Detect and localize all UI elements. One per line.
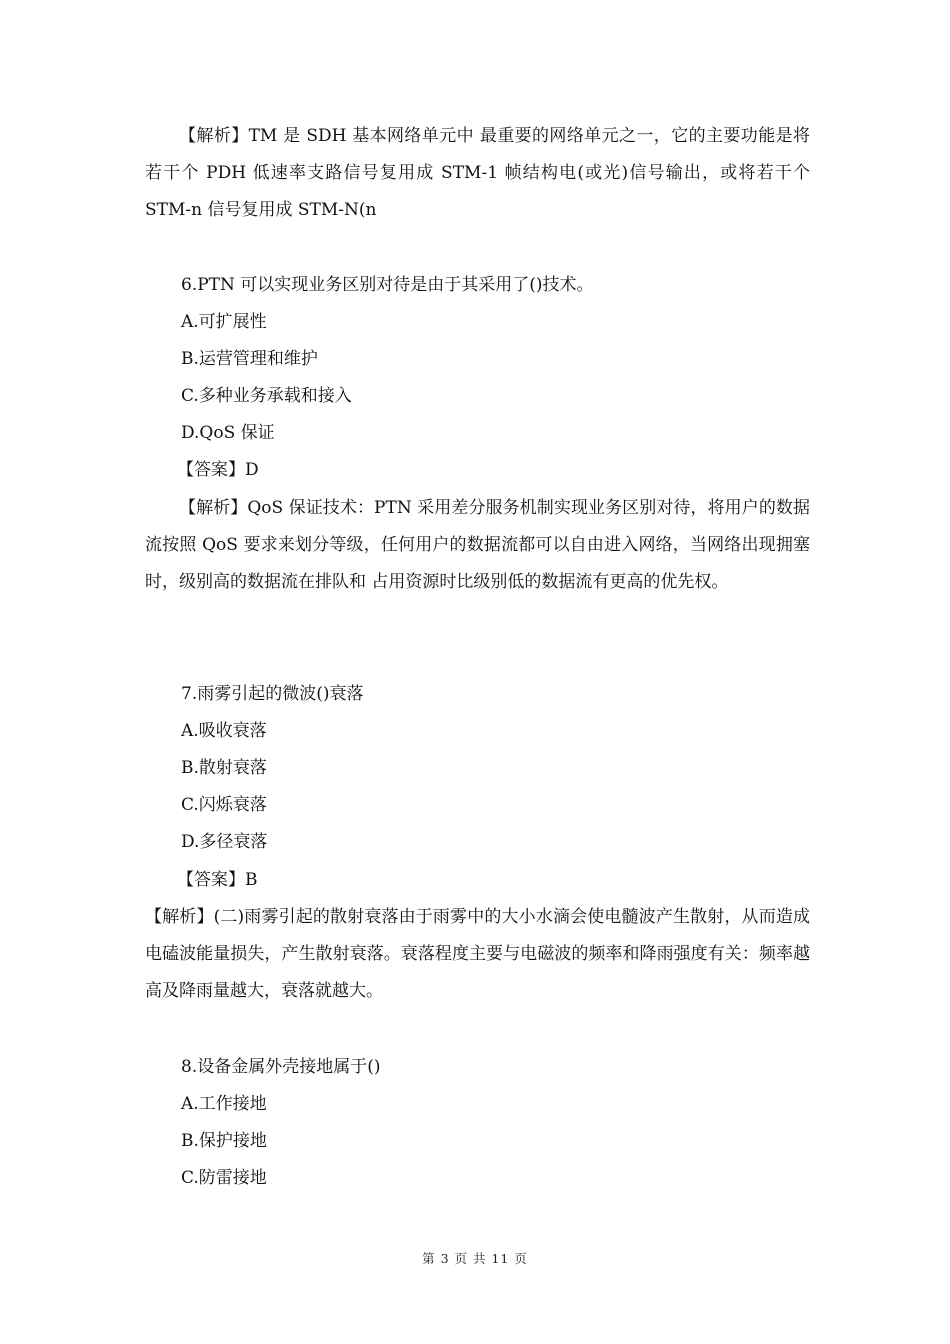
q6-option-c: C.多种业务承载和接入 bbox=[181, 386, 352, 406]
q8-option-a: A.工作接地 bbox=[181, 1094, 267, 1114]
q7-answer: 【答案】B bbox=[177, 870, 258, 890]
q8-option-b: B.保护接地 bbox=[181, 1131, 267, 1151]
analysis-paragraph-q5: 【解析】TM 是 SDH 基本网络单元中 最重要的网络单元之一，它的主要功能是将若干个 PDH 低速率支路信号复用成 STM-1 帧结构电(或光)信号输出，或将若干个 STM-n 信号复用成 STM-N(n bbox=[145, 126, 810, 220]
question-7: 7.雨雾引起的微波()衰落 bbox=[181, 684, 364, 704]
q7-option-b: B.散射衰落 bbox=[181, 758, 267, 778]
question-6: 6.PTN 可以实现业务区别对待是由于其采用了()技术。 bbox=[181, 275, 594, 295]
question-8: 8.设备金属外壳接地属于() bbox=[181, 1057, 381, 1077]
q7-option-a: A.吸收衰落 bbox=[181, 721, 267, 741]
page-number-footer: 第 3 页 共 11 页 bbox=[422, 1251, 528, 1266]
q7-analysis: 【解析】(二)雨雾引起的散射衰落由于雨雾中的大小水滴会使电髓波产生散射，从而造成电磕波能量损失，产生散射衰落。衰落程度主要与电磁波的频率和降雨强度有关：频率越高及降雨量越大，衰落就越大。 bbox=[145, 907, 810, 1001]
q6-analysis: 【解析】QoS 保证技术：PTN 采用差分服务机制实现业务区别对待，将用户的数据流按照 QoS 要求来划分等级，任何用户的数据流都可以自由进入网络，当网络出现拥塞时，级别高的数据流在排队和 占用资源时比级别低的数据流有更高的优先权。 bbox=[145, 498, 810, 592]
q7-option-d: D.多径衰落 bbox=[181, 832, 268, 852]
q8-option-c: C.防雷接地 bbox=[181, 1168, 267, 1188]
q6-option-b: B.运营管理和维护 bbox=[181, 349, 318, 369]
q6-option-d: D.QoS 保证 bbox=[181, 423, 275, 443]
q6-option-a: A.可扩展性 bbox=[181, 312, 267, 332]
q6-answer: 【答案】D bbox=[177, 460, 259, 480]
q7-option-c: C.闪烁衰落 bbox=[181, 795, 267, 815]
